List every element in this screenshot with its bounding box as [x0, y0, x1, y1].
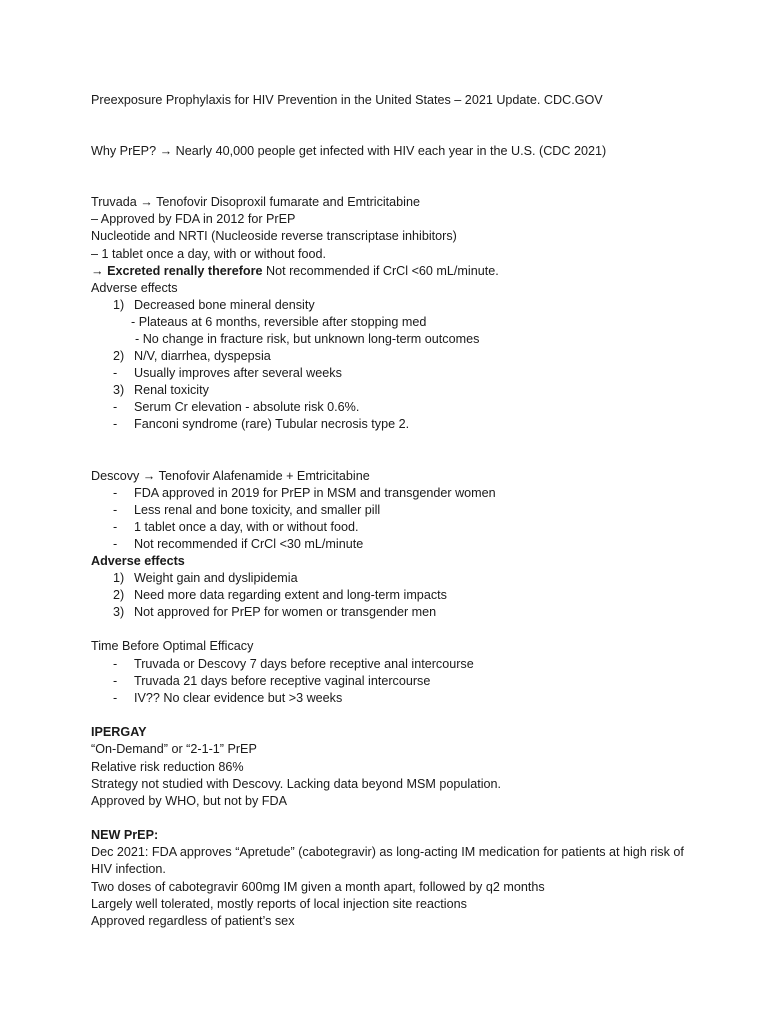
list-item — [113, 519, 728, 536]
truvada-heading: Truvada → Tenofovir Disoproxil fumarate and Emtricitabine — [91, 195, 420, 209]
list-item — [113, 673, 728, 690]
truvada-class: Nucleotide and NRTI (Nucleoside reverse transcriptase inhibitors) — [91, 229, 457, 243]
list-item-text: Usually improves after several weeks — [134, 366, 342, 380]
descovy-adverse-heading: Adverse effects — [91, 554, 185, 568]
document-title: Preexposure Prophylaxis for HIV Prevention in the United States – 2021 Update. CDC.GOV — [91, 93, 603, 107]
list-item — [113, 690, 728, 707]
list-item-text: Truvada or Descovy 7 days before receptive anal intercourse — [134, 657, 474, 671]
list-marker: 3) — [113, 605, 125, 619]
why-prep-line: Why PrEP? → Nearly 40,000 people get infected with HIV each year in the U.S. (CDC 2021) — [91, 144, 607, 158]
new-prep-line: Largely well tolerated, mostly reports of local injection site reactions — [91, 897, 467, 911]
list-item — [113, 604, 728, 621]
truvada-adverse-heading: Adverse effects — [91, 281, 178, 295]
list-item — [113, 656, 728, 673]
list-marker: 2) — [113, 588, 125, 602]
excretion-rest: Not recommended if CrCl <60 mL/minute. — [262, 264, 499, 278]
list-item-text: Serum Cr elevation - absolute risk 0.6%. — [134, 400, 360, 414]
new-prep-apretude: Dec 2021: FDA approves “Apretude” (cabotegravir) as long-acting IM medication for patients at high risk of HIV infection. — [91, 845, 684, 876]
list-marker: - — [113, 486, 118, 500]
new-prep-heading: NEW PrEP: — [91, 828, 159, 842]
list-item-text: N/V, diarrhea, dyspepsia — [134, 349, 271, 363]
efficacy-heading: Time Before Optimal Efficacy — [91, 639, 254, 653]
ipergay-heading: IPERGAY — [91, 725, 147, 739]
list-marker: - — [113, 417, 118, 431]
list-item — [113, 485, 728, 502]
list-marker: - — [113, 366, 118, 380]
list-marker: - — [113, 691, 118, 705]
ipergay-line: Approved by WHO, but not by FDA — [91, 794, 287, 808]
list-item — [113, 399, 728, 416]
list-item — [113, 382, 728, 399]
list-item — [113, 365, 728, 382]
list-marker: - — [113, 400, 118, 414]
excretion-bold: Excreted renally therefore — [107, 264, 263, 278]
new-prep-line: Approved regardless of patient’s sex — [91, 914, 295, 928]
list-marker: 2) — [113, 349, 125, 363]
list-item-text: Renal toxicity — [134, 383, 209, 397]
list-marker: - — [113, 657, 118, 671]
list-marker: 1) — [113, 571, 125, 585]
list-item-text: Not approved for PrEP for women or transgender men — [134, 605, 437, 619]
excretion-prefix: → — [91, 264, 108, 278]
list-marker: - — [113, 503, 118, 517]
list-marker: - — [113, 674, 118, 688]
list-item-text: Not recommended if CrCl <30 mL/minute — [134, 537, 364, 551]
list-item-text: Truvada 21 days before receptive vaginal intercourse — [134, 674, 431, 688]
list-marker: - — [113, 520, 118, 534]
list-marker: 3) — [113, 383, 125, 397]
list-item-text: 1 tablet once a day, with or without food. — [134, 520, 359, 534]
list-item — [113, 297, 728, 314]
truvada-approved: – Approved by FDA in 2012 for PrEP — [91, 212, 296, 226]
new-prep-line: Two doses of cabotegravir 600mg IM given a month apart, followed by q2 months — [91, 880, 545, 894]
list-item-text: Decreased bone mineral density — [134, 298, 315, 312]
list-item — [113, 536, 728, 553]
list-subitem: - Plateaus at 6 months, reversible after stopping med — [131, 315, 427, 329]
ipergay-line: “On-Demand” or “2-1-1” PrEP — [91, 742, 257, 756]
list-subitem: - No change in fracture risk, but unknown long-term outcomes — [135, 332, 480, 346]
list-item — [113, 570, 728, 587]
list-marker: - — [113, 537, 118, 551]
list-item-text: IV?? No clear evidence but >3 weeks — [134, 691, 343, 705]
list-marker: 1) — [113, 298, 125, 312]
truvada-dosing: – 1 tablet once a day, with or without food. — [91, 247, 326, 261]
list-item — [113, 502, 728, 519]
list-item-text: FDA approved in 2019 for PrEP in MSM and transgender women — [134, 486, 496, 500]
ipergay-line: Relative risk reduction 86% — [91, 760, 244, 774]
truvada-excretion — [91, 263, 728, 280]
descovy-heading: Descovy → Tenofovir Alafenamide + Emtricitabine — [91, 469, 370, 483]
list-item-text: Need more data regarding extent and long-term impacts — [134, 588, 447, 602]
list-item — [113, 348, 728, 365]
ipergay-line: Strategy not studied with Descovy. Lacking data beyond MSM population. — [91, 777, 501, 791]
list-item-text: Weight gain and dyslipidemia — [134, 571, 298, 585]
list-item — [113, 587, 728, 604]
list-item — [113, 416, 728, 433]
list-item-text: Fanconi syndrome (rare) Tubular necrosis type 2. — [134, 417, 410, 431]
list-item-text: Less renal and bone toxicity, and smaller pill — [134, 503, 381, 517]
